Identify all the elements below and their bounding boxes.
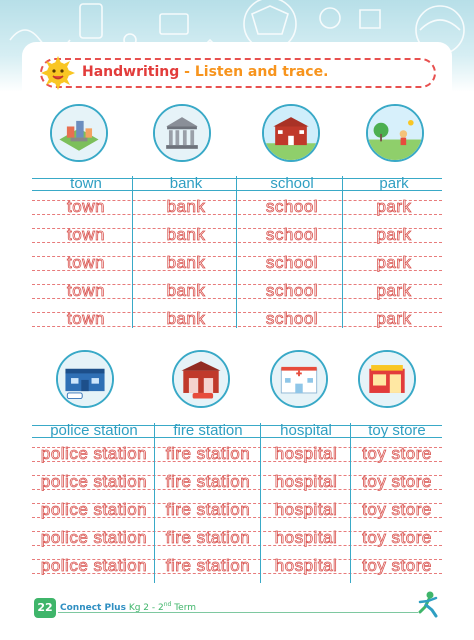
word-park: park <box>379 175 409 192</box>
trace-police-station: police station <box>40 556 148 575</box>
word-police-station: police station <box>50 422 138 439</box>
page-number: 22 <box>34 598 56 618</box>
trace-fire-station: fire station <box>165 472 251 491</box>
trace-town: town <box>67 197 105 216</box>
word-fire-station: fire station <box>173 422 243 439</box>
town-picture <box>50 104 108 162</box>
trace-toy-store: toy store <box>362 556 432 575</box>
bank-picture <box>153 104 211 162</box>
hospital-picture <box>270 350 328 408</box>
trace-bank: bank <box>166 309 206 328</box>
hospital-icon <box>272 352 326 406</box>
trace-school: school <box>265 281 319 300</box>
word-hospital: hospital <box>280 422 332 439</box>
police-station-icon <box>58 352 112 406</box>
toy-store-picture <box>358 350 416 408</box>
header-title <box>82 64 328 80</box>
title-main: Handwriting <box>82 64 180 80</box>
series-level: Kg 2 - 2 <box>128 603 164 613</box>
police-station-picture <box>56 350 114 408</box>
trace-bank: bank <box>166 225 206 244</box>
title-instruction: Listen and trace. <box>194 64 329 80</box>
trace-toy-store: toy store <box>362 528 432 547</box>
trace-toy-store: toy store <box>362 444 432 463</box>
trace-park: park <box>376 197 412 216</box>
trace-fire-station: fire station <box>165 500 251 519</box>
title-separator: - <box>179 64 195 80</box>
term-ordinal: nd <box>163 601 172 608</box>
trace-hospital: hospital <box>274 556 338 575</box>
word-town: town <box>70 175 102 192</box>
trace-park: park <box>376 225 412 244</box>
trace-hospital: hospital <box>274 472 338 491</box>
trace-school: school <box>265 197 319 216</box>
trace-town: town <box>67 225 105 244</box>
word-toy-store: toy store <box>368 422 426 439</box>
town-icon <box>52 106 106 160</box>
fire-station-icon <box>174 352 228 406</box>
park-picture <box>366 104 424 162</box>
trace-police-station: police station <box>40 500 148 519</box>
word-school: school <box>270 175 314 192</box>
bank-icon <box>155 106 209 160</box>
series-name: Connect Plus <box>60 603 126 613</box>
trace-town: town <box>67 253 105 272</box>
trace-school: school <box>265 309 319 328</box>
trace-town: town <box>67 281 105 300</box>
footer <box>0 592 474 640</box>
trace-toy-store: toy store <box>362 472 432 491</box>
trace-police-station: police station <box>40 528 148 547</box>
trace-school: school <box>265 253 319 272</box>
trace-park: park <box>376 253 412 272</box>
toy-store-icon <box>360 352 414 406</box>
trace-town: town <box>67 309 105 328</box>
park-icon <box>368 106 422 160</box>
trace-hospital: hospital <box>274 444 338 463</box>
trace-park: park <box>376 309 412 328</box>
trace-police-station: police station <box>40 444 148 463</box>
trace-park: park <box>376 281 412 300</box>
trace-school: school <box>265 225 319 244</box>
trace-police-station: police station <box>40 472 148 491</box>
fire-station-picture <box>172 350 230 408</box>
running-child-icon <box>414 590 442 618</box>
trace-bank: bank <box>166 281 206 300</box>
term-label: Term <box>174 603 197 613</box>
school-icon <box>264 106 318 160</box>
trace-bank: bank <box>166 197 206 216</box>
trace-bank: bank <box>166 253 206 272</box>
trace-toy-store: toy store <box>362 500 432 519</box>
trace-fire-station: fire station <box>165 528 251 547</box>
footer-series <box>60 601 196 613</box>
trace-hospital: hospital <box>274 528 338 547</box>
trace-fire-station: fire station <box>165 556 251 575</box>
trace-hospital: hospital <box>274 500 338 519</box>
school-picture <box>262 104 320 162</box>
sun-mascot-icon <box>40 55 76 91</box>
word-bank: bank <box>169 175 203 192</box>
trace-fire-station: fire station <box>165 444 251 463</box>
